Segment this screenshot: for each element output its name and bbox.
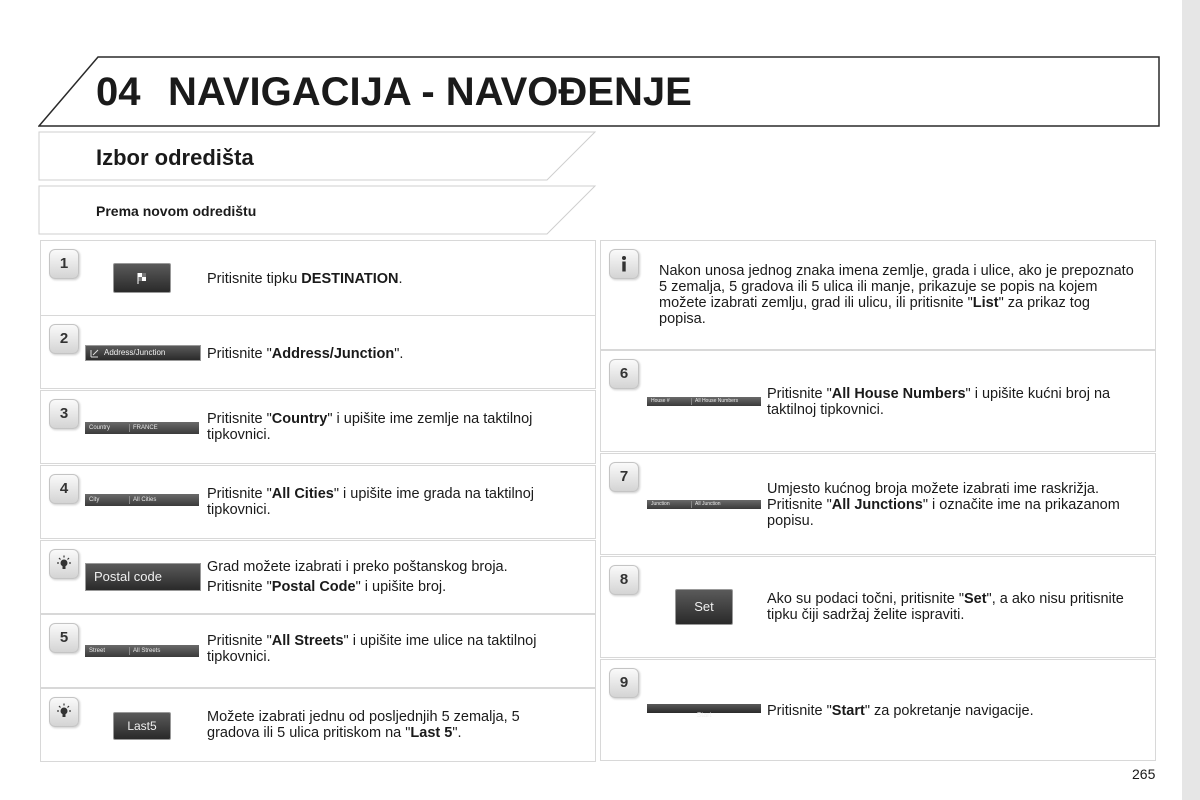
step-3 [40, 390, 596, 464]
tip-postal-code [40, 540, 596, 614]
lightbulb-icon [55, 703, 73, 721]
step-badge: 5 [49, 623, 79, 653]
step-badge: 4 [49, 474, 79, 504]
country-field[interactable]: Country FRANCE [85, 422, 199, 434]
step-badge: 7 [609, 462, 639, 492]
step-badge: 6 [609, 359, 639, 389]
postal-code-button[interactable]: Postal code [85, 563, 201, 591]
page-number: 265 [1132, 766, 1156, 782]
step-1-text: Pritisnite tipku DESTINATION. [207, 271, 403, 287]
step-1 [40, 240, 596, 316]
step-6-text: Pritisnite "All House Numbers" i upišite kućni broj na taktilnoj tipkovnici. [767, 386, 1111, 418]
last5-button[interactable]: Last5 [113, 712, 171, 740]
tip-postal-code-text: Grad možete izabrati i preko poštanskog broja. Pritisnite "Postal Code" i upišite broj. [207, 559, 508, 595]
step-9 [600, 659, 1156, 761]
step-badge: 8 [609, 565, 639, 595]
step-8-text: Ako su podaci točni, pritisnite "Set", a ako nisu pritisnite tipku čiji sadržaj želite ispraviti. [767, 591, 1124, 623]
step-5-text: Pritisnite "All Streets" i upišite ime ulice na taktilnoj tipkovnici. [207, 633, 537, 665]
chapter-number: 04 [96, 70, 141, 114]
subsection-title: Prema novom odredištu [96, 203, 257, 219]
step-7-text: Umjesto kućnog broja možete izabrati ime raskrižja. Pritisnite "All Junctions" i označite ime na prikazanom popisu. [767, 481, 1120, 529]
step-2-text: Pritisnite "Address/Junction". [207, 346, 404, 362]
tip-badge [49, 549, 79, 579]
checkered-flag-icon [114, 264, 170, 292]
start-button[interactable]: Start [647, 704, 761, 713]
step-6 [600, 350, 1156, 452]
step-5 [40, 614, 596, 688]
step-9-text: Pritisnite "Start" za pokretanje navigacije. [767, 703, 1034, 719]
tip-last5-text: Možete izabrati jednu od posljednjih 5 zemalja, 5 gradova ili 5 ulica pritiskom na "Last 5". [207, 709, 520, 741]
info-badge [609, 249, 639, 279]
step-badge: 1 [49, 249, 79, 279]
city-field[interactable]: City All Cities [85, 494, 199, 506]
address-icon [89, 347, 101, 359]
section-banner [38, 131, 598, 181]
step-badge: 3 [49, 399, 79, 429]
info-icon [615, 255, 633, 273]
step-8 [600, 556, 1156, 658]
tip-badge [49, 697, 79, 727]
info-note [600, 240, 1156, 350]
section-title: Izbor odredišta [96, 145, 254, 170]
junction-field[interactable]: Junction All Junction [647, 500, 761, 509]
step-2 [40, 315, 596, 389]
lightbulb-icon [55, 555, 73, 573]
step-3-text: Pritisnite "Country" i upišite ime zemlje na taktilnoj tipkovnici. [207, 411, 533, 443]
chapter-title: NAVIGACIJA - NAVOĐENJE [168, 70, 692, 114]
house-number-field[interactable]: House # All House Numbers [647, 397, 761, 406]
set-button[interactable]: Set [675, 589, 733, 625]
destination-button[interactable] [113, 263, 171, 293]
tip-last5 [40, 688, 596, 762]
subsection-banner [38, 185, 598, 235]
step-4-text: Pritisnite "All Cities" i upišite ime grada na taktilnoj tipkovnici. [207, 486, 535, 518]
address-junction-button[interactable]: Address/Junction [85, 345, 201, 361]
step-badge: 2 [49, 324, 79, 354]
street-field[interactable]: Street All Streets [85, 645, 199, 657]
chapter-header [38, 56, 1162, 128]
info-text: Nakon unosa jednog znaka imena zemlje, grada i ulice, ako je prepoznato 5 zemalja, 5 gradova ili 5 ulica ili manje, prikazuje se popis na kojem možete izabrati zemlju, grad ili ulicu, ili pritisnite "List" za prikaz tog popisa. [659, 263, 1134, 327]
step-4 [40, 465, 596, 539]
step-badge: 9 [609, 668, 639, 698]
page-edge-stripe [1182, 0, 1200, 800]
step-7 [600, 453, 1156, 555]
